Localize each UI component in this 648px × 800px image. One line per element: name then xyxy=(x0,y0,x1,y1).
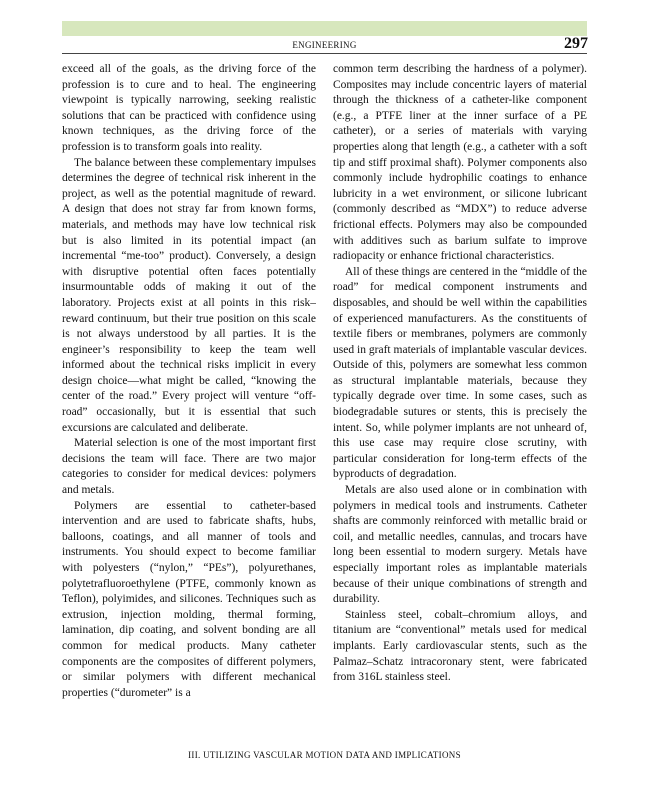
header-rule xyxy=(62,53,587,54)
header-band xyxy=(62,21,587,36)
running-footer: III. UTILIZING VASCULAR MOTION DATA AND IMPLICATIONS xyxy=(188,750,461,760)
paragraph: All of these things are centered in the “middle of the road” for medical component instruments and disposables, and should be well within the capabilities of experienced manufacturers. As the constituents of textile fibers or membranes, polymers are commonly used in graft materials of implantable vascular devices. Outside of this, polymers are somewhat less common as structural implantable materials, because they typically degrade over time. In some cases, such as biodegradable sutures or stents, this is precisely the intent. So, while polymer implants are not unheard of, this use case may require close scrutiny, with particular consideration for long-term effects of the byproducts of degradation. xyxy=(333,265,587,481)
left-column xyxy=(62,62,316,722)
page-number: 297 xyxy=(564,35,588,52)
paragraph: Metals are also used alone or in combination with polymers in medical tools and instruments. Catheter shafts are commonly reinforced with metallic braid or coil, and metallic needles, cannulas, and trocars have long been essential to modern surgery. Metals have especially important roles as implantable materials because of their unique combinations of strength and durability. xyxy=(333,484,587,606)
paragraph: The balance between these complementary impulses determines the degree of technical risk inherent in the project, as well as the potential magnitude of reward. A design that does not stray far from known forms, materials, and methods may have low technical risk but is also limited in its potential impact (an incremental “me-too” product). Conversely, a design with disruptive potential often faces potentially insurmountable odds of making it out of the laboratory. Projects exist at all points in this risk–reward continuum, but their true position on this scale is not always understood by all parties. It is the engineer’s responsibility to keep the team well informed about the technical risks implicit in every design choice—what might be called, “knowing the center of the road.” Every project will venture “off-road” occasionally, but it is essential that such excursions are calculated and deliberate. xyxy=(62,156,316,434)
paragraph: exceed all of the goals, as the driving force of the profession is to cure and to heal. The engineering viewpoint is typically narrowing, seeking realistic solutions that can be practiced with confidence using known techniques, as the driving force of the profession is to transform goals into reality. xyxy=(62,63,316,153)
paragraph: Stainless steel, cobalt–chromium alloys, and titanium are “conventional” metals used for medical implants. Early cardiovascular stents, such as the Palmaz–Schatz intracoronary stent, were fabricated from 316L stainless steel. xyxy=(333,608,587,684)
right-column xyxy=(333,62,587,722)
paragraph: Material selection is one of the most important first decisions the team will face. There are two major categories to consider for medical devices: polymers and metals. xyxy=(62,437,316,497)
paragraph: common term describing the hardness of a polymer). Composites may include concentric layers of material through the thickness of a catheter-like component (e.g., a PTFE liner at the inner surface of a PE catheter), or a series of materials with varying properties along that length (e.g., a catheter with a soft tip and stiff proximal shaft). Polymer components also commonly include hydrophilic coatings to enhance lubricity in a wet environment, or silicone lubricant (commonly described as “MDX”) to reduce adverse frictional effects. Polymers may also be compounded with additives such as barium sulfate to improve radiopacity or enhance frictional characteristics. xyxy=(333,63,587,263)
running-header-section: ENGINEERING xyxy=(292,40,357,50)
paragraph: Polymers are essential to catheter-based intervention and are used to fabricate shafts, hubs, balloons, coatings, and all manner of tools and instruments. You should expect to become familiar with polyesters (“nylon,” “PEs”), polyurethanes, polytetrafluoroethylene (PTFE, commonly known as Teflon), polyimides, and silicones. Techniques such as extrusion, injection molding, thermal forming, lamination, dip coating, and solvent bonding are all common for medical products. Many catheter components are the composites of different polymers, or similar polymers with different mechanical properties (“durometer” is a xyxy=(62,499,316,699)
